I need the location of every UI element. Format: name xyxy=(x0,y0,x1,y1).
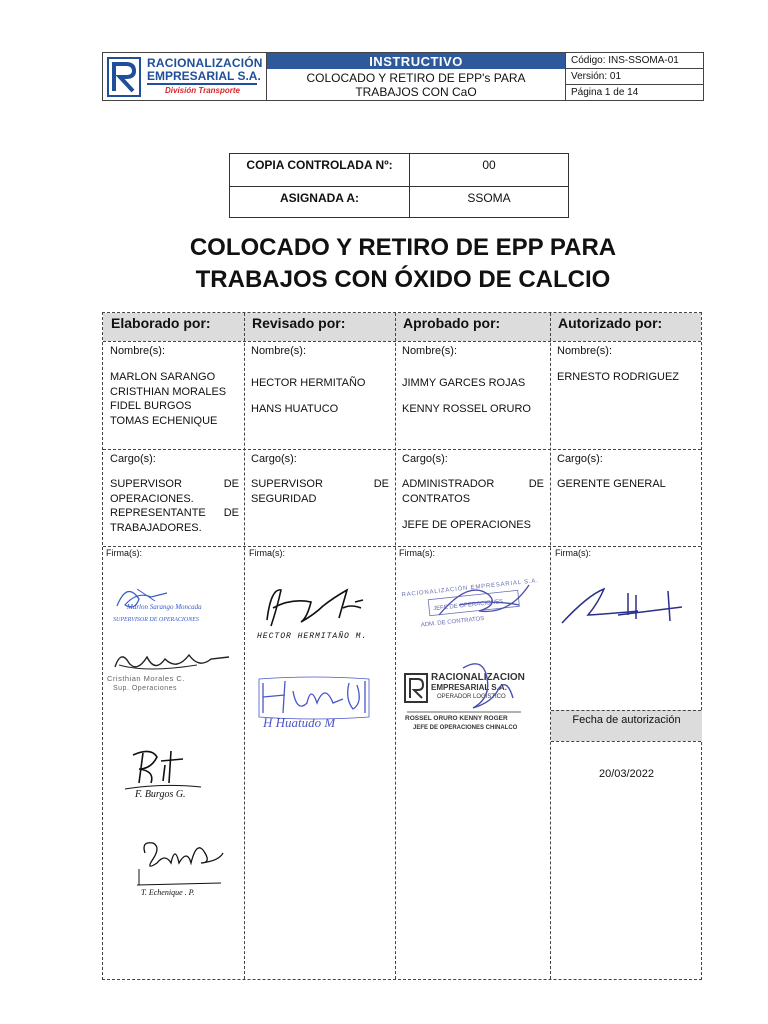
person-name: JIMMY GARCES ROJAS xyxy=(402,377,526,389)
signature-caption: Sup. Operaciones xyxy=(113,685,178,692)
authorization-date-label: Fecha de autorización xyxy=(572,714,681,726)
document-header xyxy=(102,52,704,101)
column-divider xyxy=(244,313,245,979)
role-text: OPERACIONES. xyxy=(110,492,194,505)
logo-divider xyxy=(147,83,257,85)
document-title-line-1: COLOCADO Y RETIRO DE EPP PARA xyxy=(189,234,617,261)
stamp-rossel xyxy=(403,658,551,738)
person-name: KENNY ROSSEL ORURO xyxy=(402,403,531,415)
copy-number-row xyxy=(230,154,568,187)
svg-text:ADM. DE CONTRATOS: ADM. DE CONTRATOS xyxy=(420,616,485,629)
document-type: INSTRUCTIVO xyxy=(267,53,565,69)
role-text: SUPERVISOR DE xyxy=(251,478,389,490)
signature-caption: F. Burgos G. xyxy=(135,789,186,800)
row-divider xyxy=(103,546,701,547)
column-divider xyxy=(550,313,551,979)
copy-number-value: 00 xyxy=(482,158,496,172)
signature-burgos xyxy=(121,743,231,803)
signature-rodriguez xyxy=(558,575,698,635)
row-divider xyxy=(103,341,701,342)
name-label: Nombre(s): xyxy=(402,345,458,357)
role-label: Cargo(s): xyxy=(251,453,297,465)
stamp-text: ROSSEL ORURO KENNY ROGER xyxy=(405,715,508,722)
role-text: ADMINISTRADOR DE xyxy=(402,478,544,490)
role-text: GERENTE GENERAL xyxy=(557,478,666,490)
signature-morales xyxy=(107,643,241,693)
stamp-garces xyxy=(399,575,549,635)
row-divider xyxy=(103,449,701,450)
roles-elaborado xyxy=(110,477,239,535)
person-name: FIDEL BURGOS xyxy=(110,400,192,412)
signature-label: Firma(s): xyxy=(555,548,591,558)
svg-text:SUPERVISOR DE OPERACIONES: SUPERVISOR DE OPERACIONES xyxy=(113,617,199,623)
header-elaborado: Elaborado por: xyxy=(111,315,211,331)
document-subtitle-line-2: TRABAJOS CON CaO xyxy=(355,85,477,99)
logo-line-2: EMPRESARIAL S.A. xyxy=(147,69,261,83)
column-divider xyxy=(395,313,396,979)
role-text: JEFE DE OPERACIONES xyxy=(402,519,531,531)
assigned-to-label: ASIGNADA A: xyxy=(230,187,410,219)
roles-autorizado xyxy=(557,477,666,492)
roles-revisado xyxy=(251,477,389,506)
document-subtitle-line-1: COLOCADO Y RETIRO DE EPP's PARA xyxy=(306,71,526,85)
logo-line-1: RACIONALIZACIÓN xyxy=(147,56,263,70)
role-label: Cargo(s): xyxy=(402,453,448,465)
stamp-text: JEFE DE OPERACIONES CHINALCO xyxy=(413,725,518,731)
person-name: HECTOR HERMITAÑO xyxy=(251,377,366,389)
name-label: Nombre(s): xyxy=(557,345,613,357)
assigned-to-row xyxy=(230,187,568,219)
roles-aprobado xyxy=(402,477,544,533)
document-page: Página 1 de 14 xyxy=(571,87,639,98)
names-autorizado xyxy=(557,370,679,385)
document-meta xyxy=(566,53,703,100)
role-label: Cargo(s): xyxy=(557,453,603,465)
stamp-text: OPERADOR LOGISTICO xyxy=(437,694,506,700)
person-name: CRISTHIAN MORALES xyxy=(110,385,227,398)
row-divider xyxy=(551,741,701,742)
logo-line-3: División Transporte xyxy=(165,86,240,95)
names-elaborado xyxy=(110,370,226,428)
role-text: SUPERVISOR DE xyxy=(110,478,239,490)
authorization-date-value: 20/03/2022 xyxy=(598,768,655,780)
person-name: MARLON SARANGO xyxy=(110,371,216,383)
signature-sarango xyxy=(107,571,241,631)
header-revisado: Revisado por: xyxy=(252,315,346,331)
header-autorizado: Autorizado por: xyxy=(558,315,663,331)
role-text: REPRESENTANTE DE xyxy=(110,507,239,519)
names-revisado xyxy=(251,370,366,422)
signature-caption: T. Echenique . P. xyxy=(141,888,195,897)
document-type-block xyxy=(267,53,566,100)
role-text: CONTRATOS xyxy=(402,492,471,505)
svg-text:JEFE DE OPERACIONES: JEFE DE OPERACIONES xyxy=(432,598,504,613)
name-label: Nombre(s): xyxy=(110,345,166,357)
company-logo-icon xyxy=(107,57,141,97)
stamp-text: RACIONALIZACION xyxy=(431,672,525,683)
document-version: Versión: 01 xyxy=(566,69,703,85)
person-name: ERNESTO RODRIGUEZ xyxy=(557,371,680,383)
controlled-copy-box xyxy=(229,153,569,218)
person-name: HANS HUATUCO xyxy=(251,403,339,415)
signature-label: Firma(s): xyxy=(399,548,435,558)
document-subtitle xyxy=(267,69,565,100)
names-aprobado xyxy=(402,370,531,422)
signature-label: Firma(s): xyxy=(249,548,285,558)
document-title xyxy=(102,232,704,296)
svg-text:RACIONALIZACIÓN EMPRESARIAL S.: RACIONALIZACIÓN EMPRESARIAL S.A. xyxy=(401,578,539,599)
role-text: TRABAJADORES. xyxy=(110,521,202,534)
approval-table xyxy=(102,312,702,980)
row-divider xyxy=(551,710,701,711)
signature-label: Firma(s): xyxy=(106,548,142,558)
svg-text:Marlon Sarango Moncada: Marlon Sarango Moncada xyxy=(127,603,202,611)
role-label: Cargo(s): xyxy=(110,453,156,465)
document-title-line-2: TRABAJOS CON ÓXIDO DE CALCIO xyxy=(195,266,611,293)
role-text: SEGURIDAD xyxy=(251,492,317,505)
stamp-text: EMPRESARIAL S.A. xyxy=(431,683,507,692)
signature-caption: H Huatudo M xyxy=(263,715,336,730)
signature-caption: Cristhian Morales C. xyxy=(107,674,185,683)
signature-echenique xyxy=(131,833,231,913)
signature-hermitano xyxy=(251,578,393,646)
document-code: Código: INS-SSOMA-01 xyxy=(566,53,703,69)
copy-number-label: COPIA CONTROLADA Nº: xyxy=(230,154,410,186)
company-logo xyxy=(103,53,267,100)
header-aprobado: Aprobado por: xyxy=(403,315,501,331)
assigned-to-value: SSOMA xyxy=(467,190,511,205)
person-name: TOMAS ECHENIQUE xyxy=(110,414,218,427)
signature-caption: HECTOR HERMITAÑO M. xyxy=(257,632,368,641)
signature-huatuco xyxy=(253,673,393,733)
name-label: Nombre(s): xyxy=(251,345,307,357)
